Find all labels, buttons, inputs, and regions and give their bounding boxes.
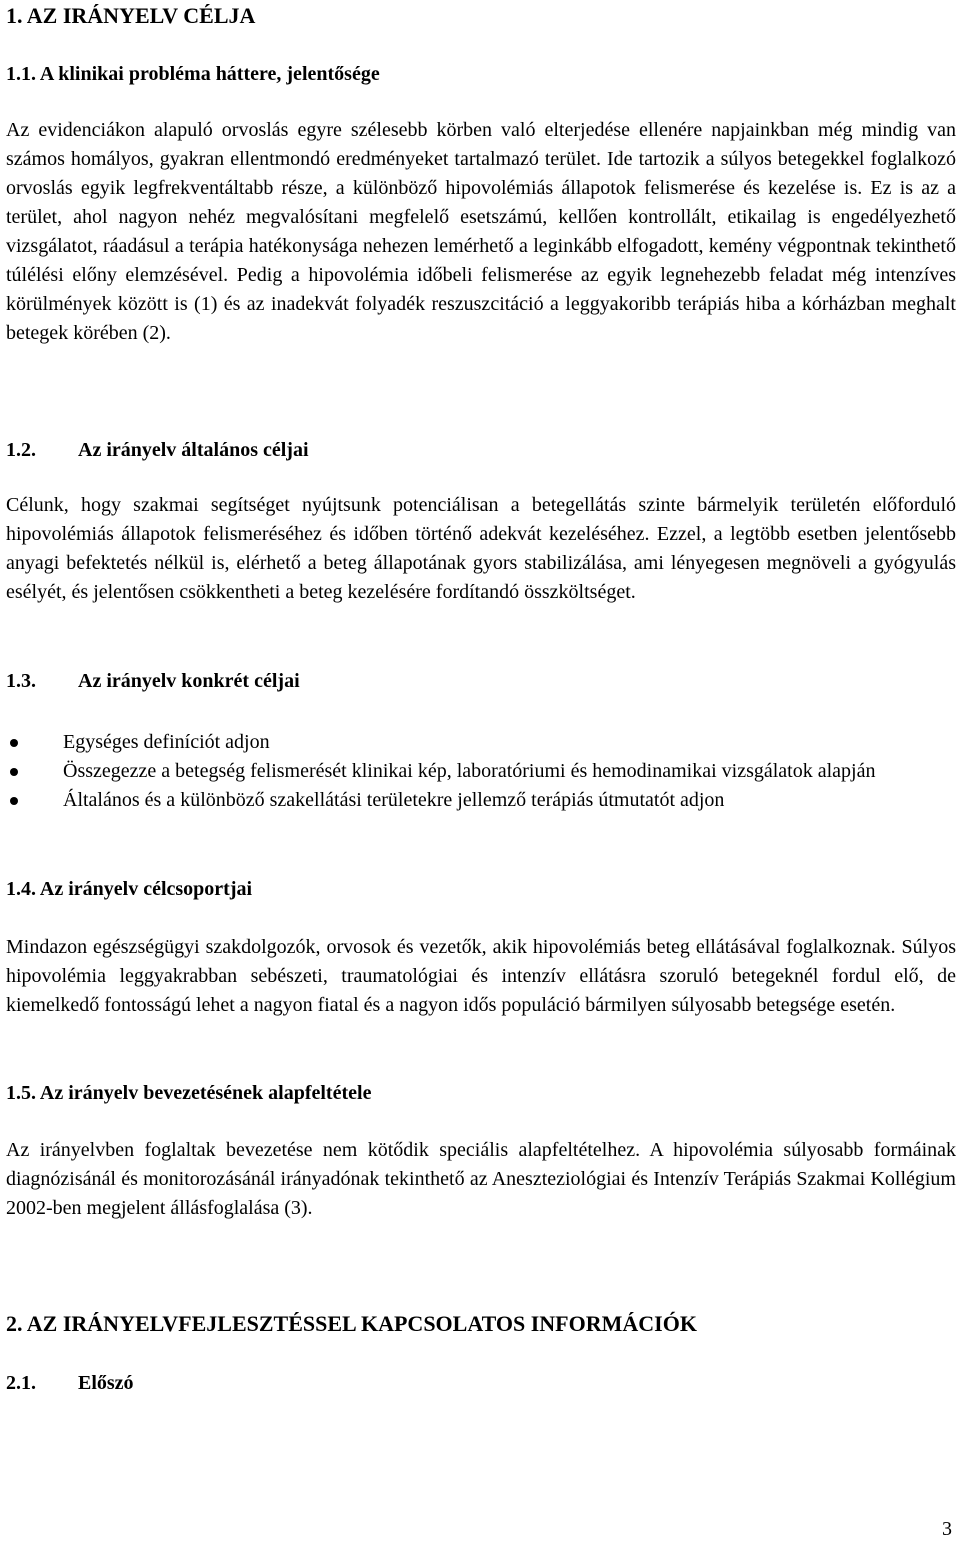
section-1-5-heading: 1.5. Az irányelv bevezetésének alapfeltétele — [6, 1082, 372, 1104]
section-1-2-title: Az irányelv általános céljai — [78, 439, 309, 461]
bullet-icon — [10, 739, 18, 747]
section-1-3-number: 1.3. — [6, 670, 36, 692]
list-item-text: Összegezze a betegség felismerését klinikai kép, laboratóriumi és hemodinamikai vizsgálatok alapján — [63, 760, 876, 782]
bullet-icon — [10, 768, 18, 776]
list-item-text: Egységes definíciót adjon — [63, 731, 270, 753]
section-1-1-paragraph: Az evidenciákon alapuló orvoslás egyre szélesebb körben való elterjedése ellenére napjainkban még mindig van számos homályos, gyakran ellentmondó eredményeket tartalmazó terület. Ide tartozik a súlyos betegekkel foglalkozó orvoslás egyik legfrekventáltabb része, a különböző hipovolémiás állapotok felismerése és kezelése is. Ez is az a terület, ahol nagyon nehéz megvalósítani megfelelő esetszámú, kellően kontrollált, etikailag is engedélyezhető vizsgálatot, ráadásul a terápia hatékonysága nehezen lemérhető a leginkább elfogadott, kemény végpontnak tekinthető túlélési előny elemzésével. Pedig a hipovolémia időbeli felismerése az egyik legnehezebb feladat még intenzíves körülmények között is (1) és az inadekvát folyadék reszuszcitáció a leggyakoribb terápiás hiba a kórházban meghalt betegek körében (2). — [6, 119, 956, 344]
section-2-1-title: Előszó — [78, 1372, 134, 1394]
section-1-title: 1. AZ IRÁNYELV CÉLJA — [6, 3, 256, 28]
section-1-3-title: Az irányelv konkrét céljai — [78, 670, 300, 692]
section-1-2-heading — [6, 436, 309, 464]
list-item — [6, 728, 956, 757]
section-2-1-heading — [6, 1369, 134, 1397]
list-item — [6, 757, 956, 786]
section-2-title: 2. AZ IRÁNYELVFEJLESZTÉSSEL KAPCSOLATOS INFORMÁCIÓK — [6, 1311, 697, 1336]
section-1-2-number: 1.2. — [6, 439, 36, 461]
section-1-4-heading: 1.4. Az irányelv célcsoportjai — [6, 878, 253, 900]
page-number: 3 — [942, 1518, 952, 1540]
section-1-2-paragraph: Célunk, hogy szakmai segítséget nyújtsunk potenciálisan a betegellátás szinte bármelyik területén előforduló hipovolémiás állapotok felismeréséhez és időben történő adekvát kezeléséhez. Ezzel, a legtöbb esetben jelentősebb anyagi befektetés nélkül is, elérhető a beteg állapotának gyors stabilizálása, ami lényegesen megnöveli a gyógyulás esélyét, és jelentősen csökkentheti a beteg kezelésére fordítandó összköltséget. — [6, 494, 956, 603]
section-2-1-number: 2.1. — [6, 1372, 36, 1394]
section-1-4-paragraph: Mindazon egészségügyi szakdolgozók, orvosok és vezetők, akik hipovolémiás beteg ellátásával foglalkoznak. Súlyos hipovolémia leggyakrabban sebészeti, traumatológiai és intenzív ellátásra szoruló betegeknél fordul elő, de kiemelkedő fontosságú lehet a nagyon fiatal és a nagyon idős populáció bármilyen súlyosabb betegsége esetén. — [6, 936, 956, 1016]
section-1-3-heading — [6, 667, 300, 695]
section-1-1-heading: 1.1. A klinikai probléma háttere, jelentősége — [6, 63, 380, 85]
section-1-5-paragraph: Az irányelvben foglaltak bevezetése nem kötődik speciális alapfeltételhez. A hipovolémia súlyosabb formáinak diagnózisánál és monitorozásánál irányadónak tekinthető az Aneszteziológiai és Intenzív Terápiás Szakmai Kollégium 2002-ben megjelent állásfoglalása (3). — [6, 1139, 956, 1219]
list-item — [6, 786, 956, 815]
bullet-icon — [10, 797, 18, 805]
section-1-3-bullet-list — [6, 728, 956, 815]
list-item-text: Általános és a különböző szakellátási területekre jellemző terápiás útmutatót adjon — [63, 789, 725, 811]
